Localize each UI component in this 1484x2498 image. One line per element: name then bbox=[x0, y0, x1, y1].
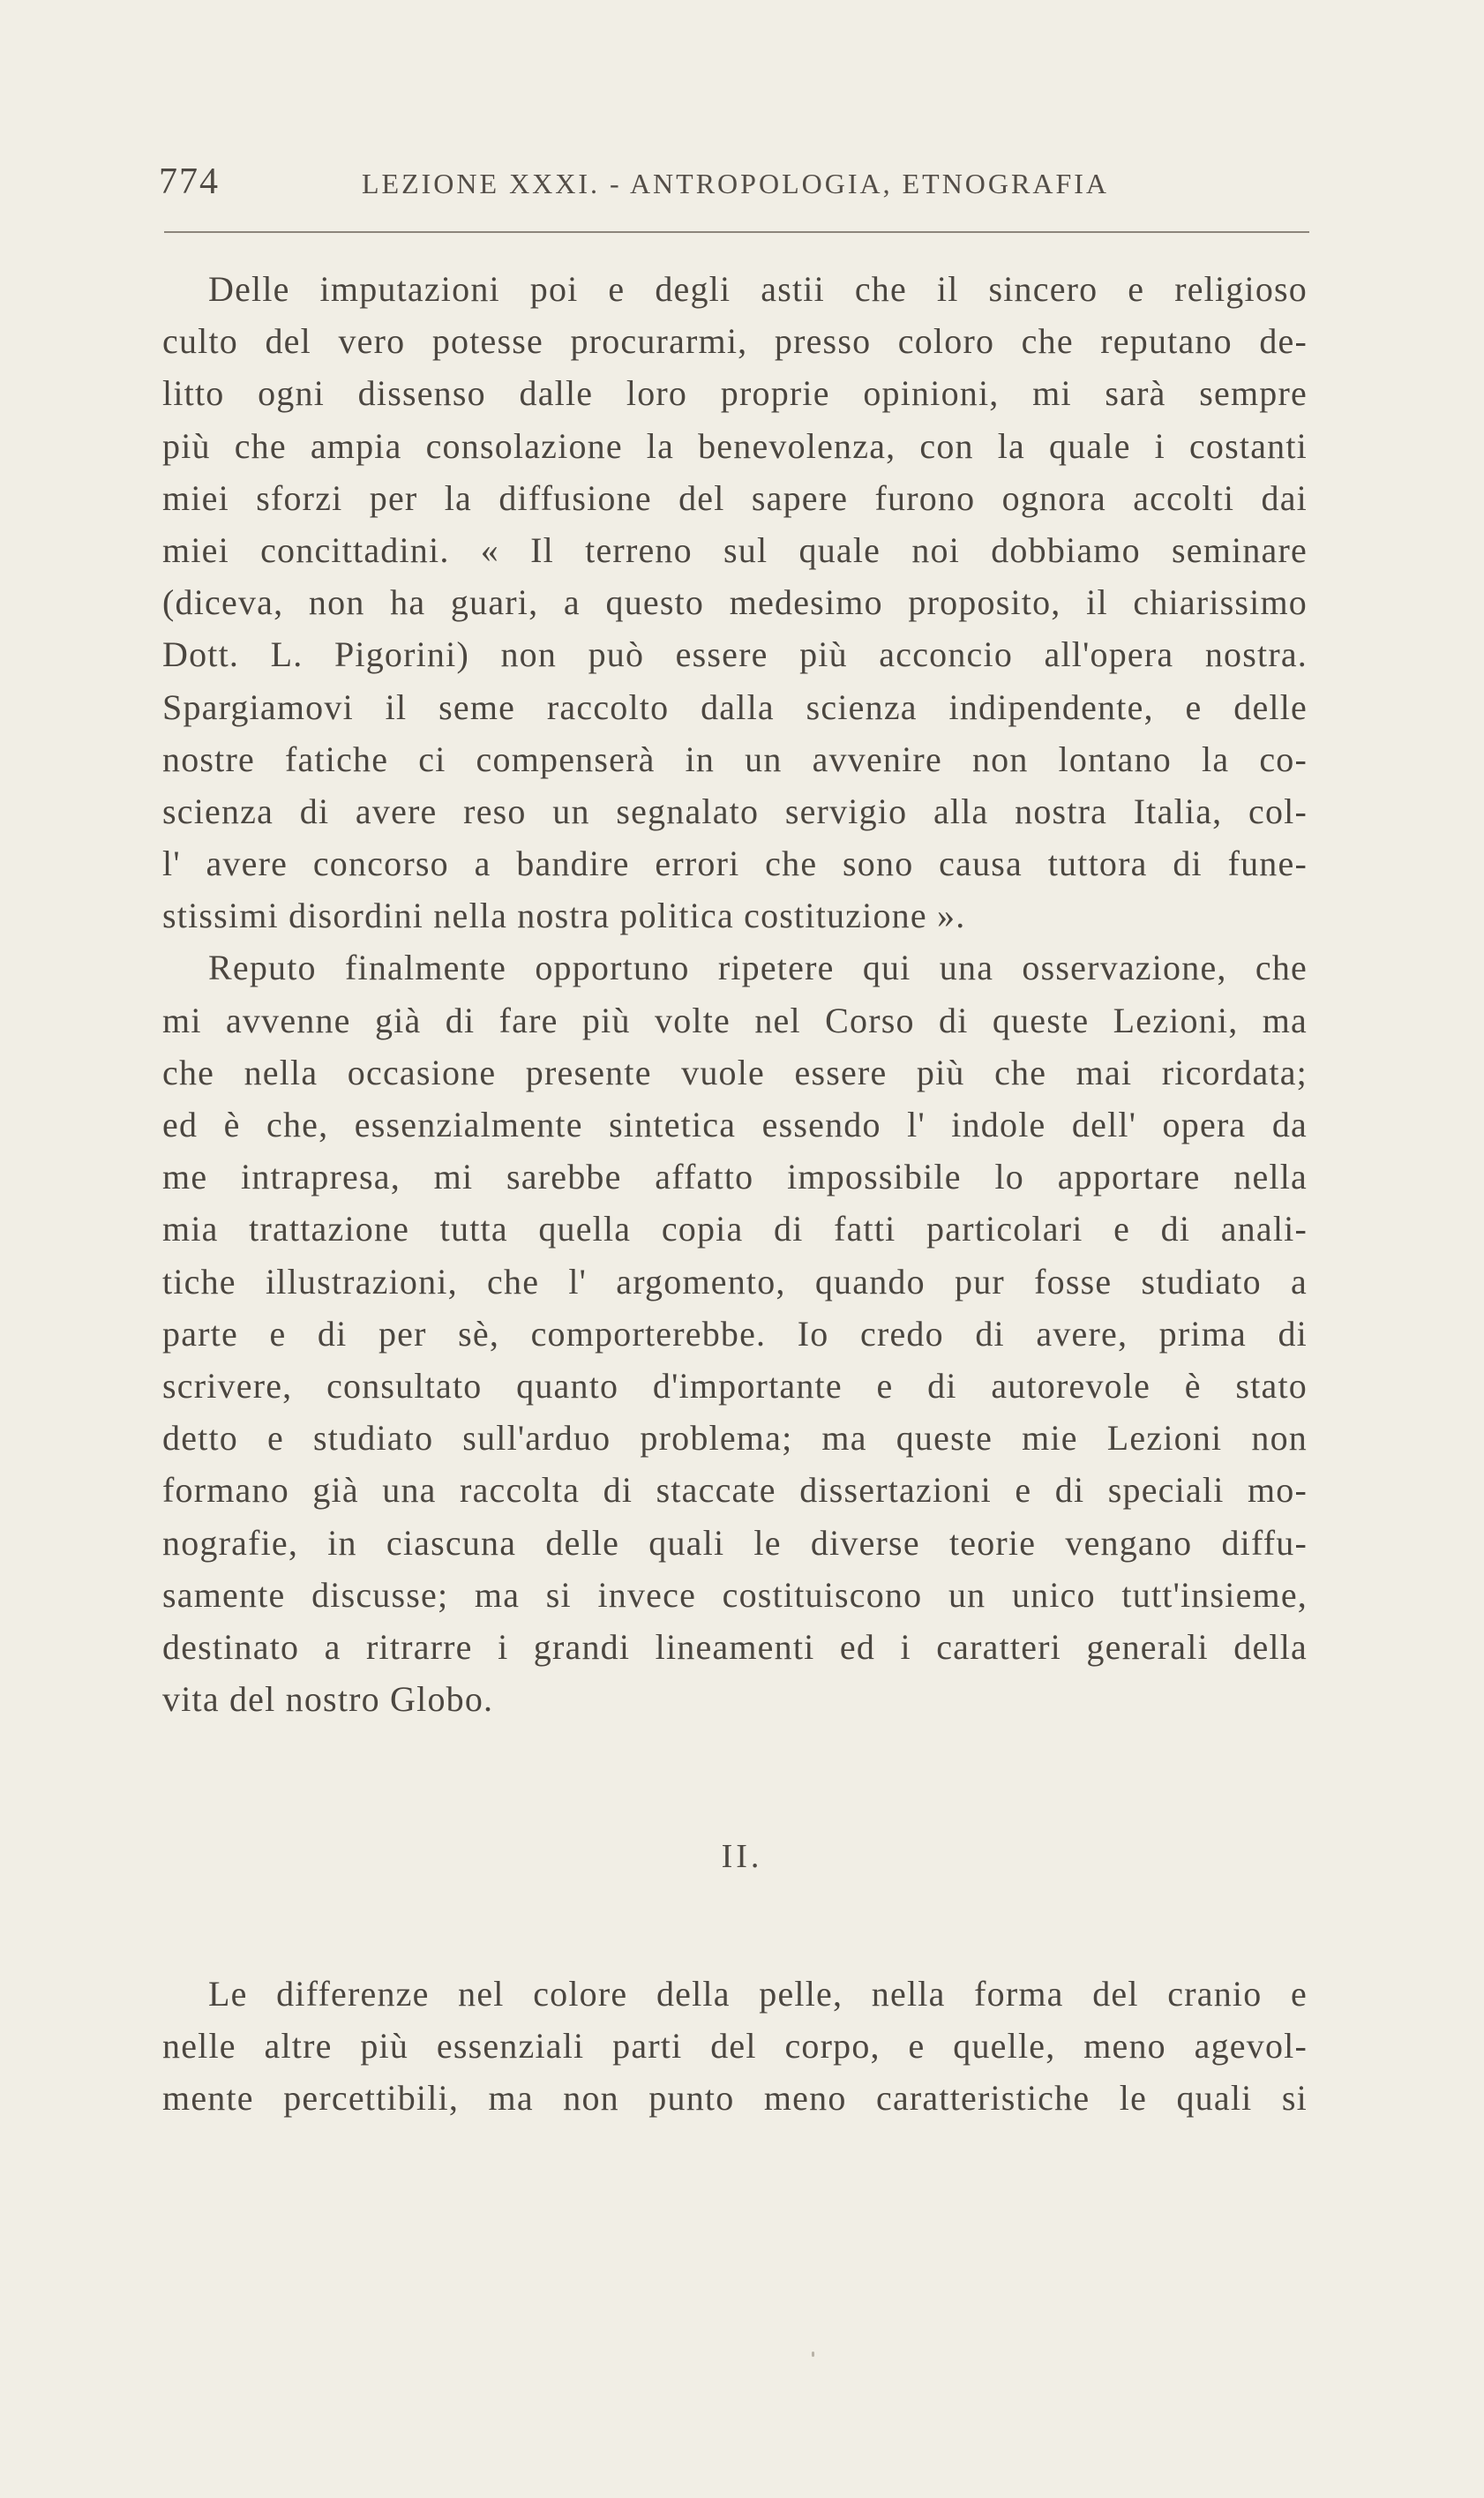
text-line: mia trattazione tutta quella copia di fatti particolari e di anali- bbox=[162, 1209, 1308, 1249]
text-line: ed è che, essenzialmente sintetica essendo l' indole dell' opera da bbox=[162, 1105, 1308, 1144]
running-head bbox=[159, 161, 1315, 214]
text-line: samente discusse; ma si invece costituiscono un unico tutt'insieme, bbox=[162, 1574, 1308, 1615]
text-line: nostre fatiche ci compenserà in un avvenire non lontano la co- bbox=[162, 739, 1308, 779]
text-line: Delle imputazioni poi e degli astii che il sincero e religioso bbox=[208, 269, 1308, 309]
text-line: parte e di per sè, comporterebbe. Io credo di avere, prima di bbox=[162, 1313, 1308, 1354]
text-line: Spargiamovi il seme raccolto dalla scienza indipendente, e delle bbox=[162, 686, 1308, 727]
section-text bbox=[162, 1968, 1308, 2125]
text-line: l' avere concorso a bandire errori che sono causa tuttora di fune- bbox=[162, 844, 1308, 884]
section-heading: II. bbox=[721, 1838, 763, 1875]
text-line: mi avvenne già di fare più volte nel Corso di queste Lezioni, ma bbox=[162, 1000, 1308, 1040]
running-title: LEZIONE XXXI. - ANTROPOLOGIA, ETNOGRAFIA bbox=[362, 168, 1110, 199]
text-line: mente percettibili, ma non punto meno caratteristiche le quali si bbox=[162, 2078, 1308, 2119]
text-line: detto e studiato sull'arduo problema; ma queste mie Lezioni non bbox=[162, 1418, 1308, 1459]
text-line: miei concittadini. « Il terreno sul quale noi dobbiamo seminare bbox=[162, 529, 1308, 570]
text-line: (diceva, non ha guari, a questo medesimo proposito, il chiarissimo bbox=[162, 582, 1308, 623]
text-line: più che ampia consolazione la benevolenza, con la quale i costanti bbox=[162, 425, 1308, 466]
text-line: nelle altre più essenziali parti del corpo, e quelle, meno agevol- bbox=[162, 2026, 1308, 2067]
text-line: scrivere, consultato quanto d'importante e di autorevole è stato bbox=[162, 1365, 1308, 1406]
text-line: litto ogni dissenso dalle loro proprie opinioni, mi sarà sempre bbox=[162, 373, 1308, 414]
text-line: me intrapresa, mi sarebbe affatto impossibile lo apportare nella bbox=[162, 1157, 1308, 1197]
text-line: Reputo finalmente opportuno ripetere qui una osservazione, che bbox=[208, 948, 1308, 988]
text-line: destinato a ritrarre i grandi lineamenti ed i caratteri generali della bbox=[162, 1626, 1308, 1667]
text-line: tiche illustrazioni, che l' argomento, quando pur fosse studiato a bbox=[162, 1261, 1308, 1302]
text-line: nografie, in ciascuna delle quali le diverse teorie vengano diffu- bbox=[162, 1522, 1308, 1563]
text-line: culto del vero potesse procurarmi, presso coloro che reputano de- bbox=[162, 321, 1308, 362]
text-line: vita del nostro Globo. bbox=[162, 1679, 494, 1720]
text-line: che nella occasione presente vuole essere più che mai ricordata; bbox=[162, 1052, 1308, 1092]
text-line: miei sforzi per la diffusione del sapere furono ognora accolti dai bbox=[162, 477, 1308, 518]
paper-speck bbox=[812, 2352, 814, 2357]
main-text bbox=[162, 263, 1308, 1725]
text-line: Le differenze nel colore della pelle, nella forma del cranio e bbox=[208, 1974, 1308, 2014]
page-number: 774 bbox=[159, 161, 220, 202]
text-line: stissimi disordini nella nostra politica costituzione ». bbox=[162, 896, 966, 936]
text-line: formano già una raccolta di staccate dissertazioni e di speciali mo- bbox=[162, 1470, 1308, 1511]
text-line: scienza di avere reso un segnalato servigio alla nostra Italia, col- bbox=[162, 791, 1308, 831]
header-rule bbox=[164, 231, 1309, 233]
text-line: Dott. L. Pigorini) non può essere più acconcio all'opera nostra. bbox=[162, 634, 1308, 675]
